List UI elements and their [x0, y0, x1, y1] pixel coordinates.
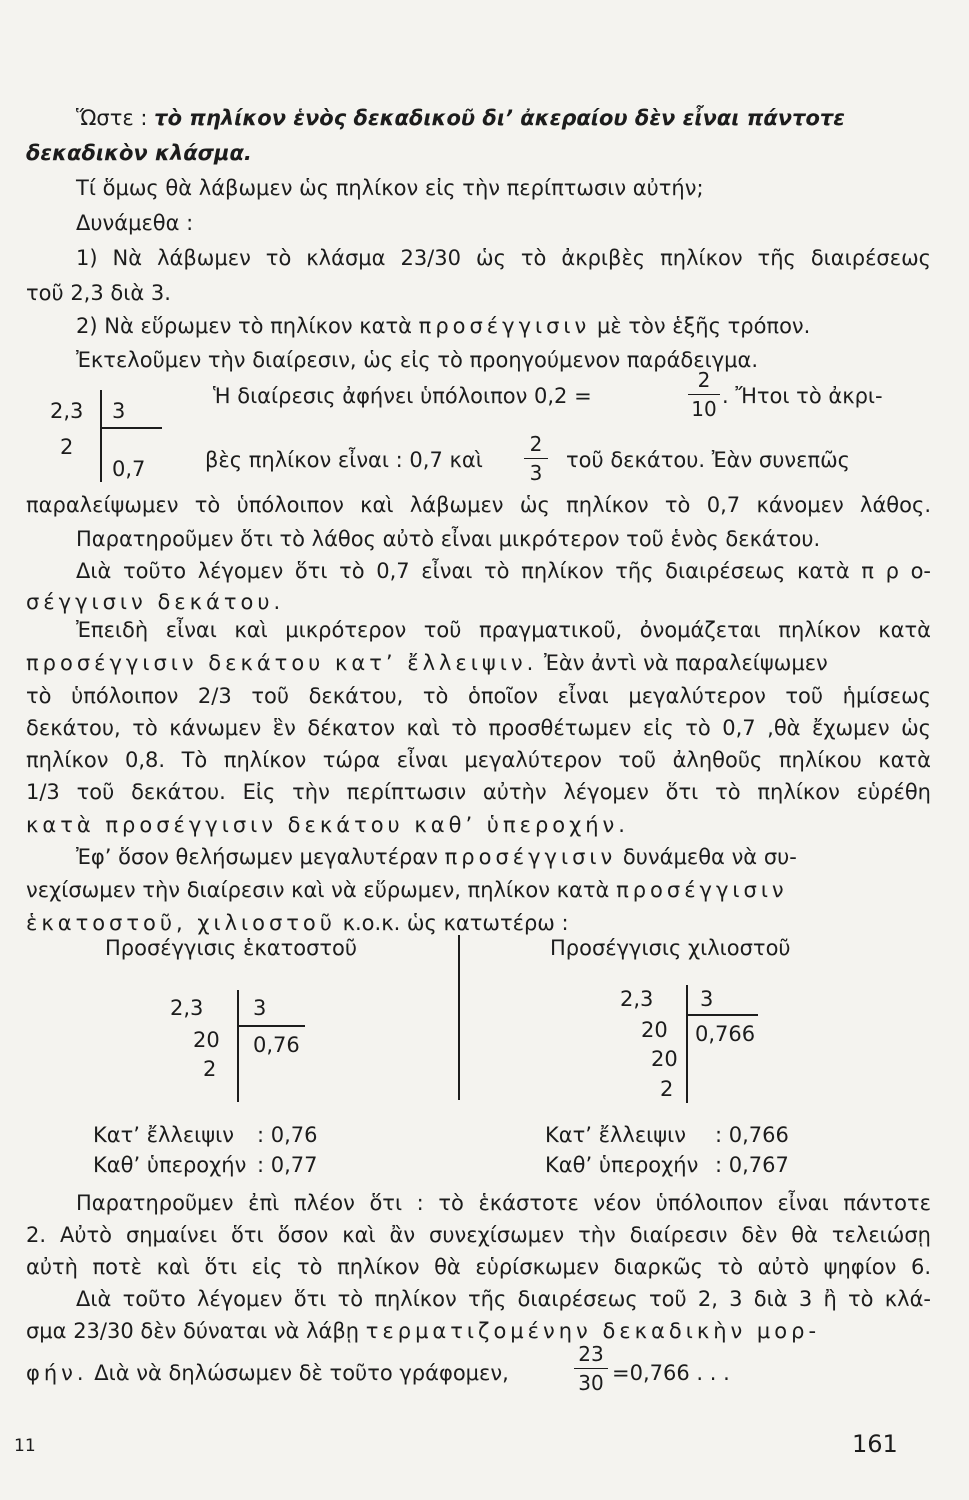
thousandth-excess-value: : 0,767 [715, 1153, 789, 1177]
line-5: 1) Νὰ λάβωμεν τὸ κλάσμα 23/30 ὡς τὸ ἀκριβὲς πηλίκον τῆς διαιρέσεως [76, 246, 931, 270]
line-4: Δυνάμεθα : [76, 211, 194, 235]
line-17: τὸ ὑπόλοιπον 2/3 τοῦ δεκάτου, τὸ ὁποῖον εἶναι μεγαλύτερον τοῦ ἡμίσεως [26, 684, 931, 708]
line-16: προσέγγισιν δεκάτου κατ’ ἔλλειψιν. Ἐὰν ἀντὶ νὰ παραλείψωμεν [26, 651, 828, 675]
thousandth-deficit-label: Κατ’ ἔλλειψιν [545, 1123, 686, 1147]
line-15: Ἐπειδὴ εἶναι καὶ μικρότερον τοῦ πραγματικοῦ, ὀνομάζεται πηλίκον κατὰ [76, 618, 931, 642]
line-12: Παρατηροῦμεν ὅτι τὸ λάθος αὐτὸ εἶναι μικρότερον τοῦ ἑνὸς δεκάτου. [76, 527, 821, 551]
line-8: Ἐκτελοῦμεν τὴν διαίρεσιν, ὡς εἰς τὸ προηγούμενον παράδειγμα. [76, 348, 759, 372]
thousandth-excess-label: Καθ’ ὑπεροχήν [545, 1153, 699, 1177]
hundredth-quotient: 0,76 [253, 1033, 300, 1057]
div1-horizontal-rule [100, 427, 162, 429]
hundredth-deficit-value: : 0,76 [257, 1123, 318, 1147]
para-line-5: σμα 23/30 δὲν δύναται νὰ λάβῃ τερματιζομένην δεκαδικὴν μορ- [26, 1319, 821, 1343]
div1-remainder: 2 [60, 435, 74, 459]
line-2: δεκαδικὸν κλάσμα. [26, 141, 252, 165]
line-22: Ἐφ’ ὅσον θελήσωμεν μεγαλυτέραν προσέγγισιν δυνάμεθα νὰ συ- [76, 845, 797, 869]
thousandth-vertical-rule [686, 985, 688, 1103]
hundredth-row-2: 20 [193, 1028, 220, 1052]
hundredth-vertical-rule [237, 990, 239, 1102]
line-18: δεκάτου, τὸ κάνωμεν ἓν δέκατον καὶ τὸ προσθέτωμεν εἰς τὸ 0,7 ,θὰ ἔχωμεν ὡς [26, 716, 931, 740]
fraction-2-10: 2 10 [688, 368, 720, 421]
line-10-end: τοῦ δεκάτου. Ἐὰν συνεπῶς [566, 448, 851, 472]
theorem-text: τὸ πηλίκον ἑνὸς δεκαδικοῦ δι’ ἀκεραίου δὲν εἶναι πάντοτε [154, 106, 845, 130]
hundredth-deficit-label: Κατ’ ἔλλειψιν [93, 1123, 234, 1147]
line-9: Ἡ διαίρεσις ἀφήνει ὑπόλοιπον 0,2 = [213, 384, 592, 408]
line-10: βὲς πηλίκον εἶναι : 0,7 καὶ [205, 448, 483, 472]
line-11: παραλείψωμεν τὸ ὑπόλοιπον καὶ λάβωμεν ὡς πηλίκον τὸ 0,7 κάνομεν λάθος. [26, 493, 931, 517]
fraction-2-3: 2 3 [524, 432, 548, 485]
line-20: 1/3 τοῦ δεκάτου. Εἰς τὴν περίπτωσιν αὐτὴν λέγομεν ὅτι τὸ πηλίκον εὑρέθη [26, 780, 931, 804]
signature-mark: 11 [14, 1436, 36, 1456]
line-1: Ὥστε : τὸ πηλίκον ἑνὸς δεκαδικοῦ δι’ ἀκεραίου δὲν εἶναι πάντοτε [76, 106, 845, 130]
div1-dividend: 2,3 [50, 399, 84, 423]
para-line-6-end: =0,766 . . . [612, 1361, 730, 1385]
para-line-1: Παρατηροῦμεν ἐπὶ πλέον ὅτι : τὸ ἑκάστοτε νέον ὑπόλοιπον εἶναι πάντοτε [76, 1191, 931, 1215]
div1-vertical-rule [100, 390, 102, 482]
div1-quotient: 0,7 [112, 457, 146, 481]
hundredth-divisor: 3 [253, 996, 267, 1020]
thousandth-remainder: 2 [660, 1077, 674, 1101]
thousandth-row-2: 20 [641, 1018, 668, 1042]
column-separator [458, 935, 460, 1100]
line-3: Τί ὅμως θὰ λάβωμεν ὡς πηλίκον εἰς τὴν περίπτωσιν αὐτήν; [76, 176, 704, 200]
line-23: νεχίσωμεν τὴν διαίρεσιν καὶ νὰ εὕρωμεν, πηλίκον κατὰ προσέγγισιν [26, 878, 788, 902]
hundredth-dividend: 2,3 [170, 996, 204, 1020]
line-21: κατὰ προσέγγισιν δεκάτου καθ’ ὑπεροχήν. [26, 813, 629, 837]
line-24: ἑκατοστοῦ, χιλιοστοῦ κ.ο.κ. ὡς κατωτέρω : [26, 911, 569, 935]
hundredth-excess-label: Καθ’ ὑπεροχήν [93, 1153, 247, 1177]
thousandth-title: Προσέγγισις χιλιοστοῦ [550, 936, 791, 960]
hundredth-title: Προσέγγισις ἑκατοστοῦ [105, 936, 358, 960]
thousandth-deficit-value: : 0,766 [715, 1123, 789, 1147]
thousandth-quotient: 0,766 [695, 1022, 756, 1046]
para-line-6: φήν. Διὰ νὰ δηλώσωμεν δὲ τοῦτο γράφομεν, [26, 1361, 509, 1385]
fraction-23-30: 23 30 [574, 1342, 608, 1395]
hundredth-horizontal-rule [237, 1025, 305, 1027]
thousandth-row-3: 20 [651, 1047, 678, 1071]
line-9-end: . Ἤτοι τὸ ἀκρι- [722, 384, 883, 408]
para-line-4: Διὰ τοῦτο λέγομεν ὅτι τὸ πηλίκον τῆς διαιρέσεως τοῦ 2, 3 διὰ 3 ἢ τὸ κλά- [76, 1287, 931, 1311]
thousandth-divisor: 3 [700, 987, 714, 1011]
thousandth-dividend: 2,3 [620, 987, 654, 1011]
hundredth-excess-value: : 0,77 [257, 1153, 318, 1177]
line-19: πηλίκον 0,8. Τὸ πηλίκον τώρα εἶναι μεγαλύτερον τοῦ ἀληθοῦς πηλίκου κατὰ [26, 748, 931, 772]
hundredth-remainder: 2 [203, 1057, 217, 1081]
page-number: 161 [852, 1430, 898, 1458]
line-13: Διὰ τοῦτο λέγομεν ὅτι τὸ 0,7 εἶναι τὸ πηλίκον τῆς διαιρέσεως κατὰ π ρ ο- [76, 559, 931, 583]
line-6: τοῦ 2,3 διὰ 3. [26, 281, 171, 305]
line-14: σέγγισιν δεκάτου. [26, 590, 285, 614]
para-line-3: αὐτὴ ποτὲ καὶ ὅτι εἰς τὸ πηλίκον θὰ εὑρίσκωμεν διαρκῶς τὸ αὐτὸ ψηφίον 6. [26, 1255, 931, 1279]
thousandth-horizontal-rule [686, 1014, 758, 1016]
line-7: 2) Νὰ εὕρωμεν τὸ πηλίκον κατὰ προσέγγισιν μὲ τὸν ἑξῆς τρόπον. [76, 314, 811, 338]
div1-divisor: 3 [112, 399, 126, 423]
para-line-2: 2. Αὐτὸ σημαίνει ὅτι ὅσον καὶ ἂν συνεχίσωμεν τὴν διαίρεσιν δὲν θὰ τελειώσῃ [26, 1223, 931, 1247]
